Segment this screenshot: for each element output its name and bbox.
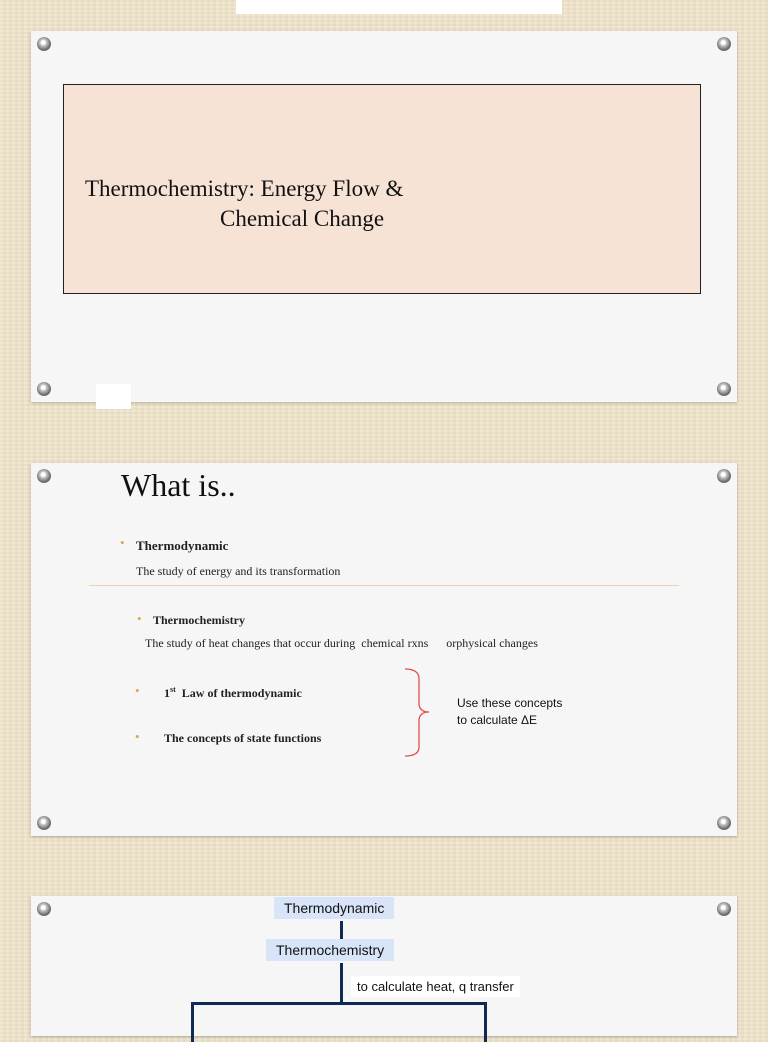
term-first-law: 1st Law of thermodynamic bbox=[164, 685, 302, 700]
connector-line bbox=[191, 1002, 194, 1042]
slide-title-line2: Chemical Change bbox=[220, 206, 385, 231]
definition-thermochemistry: The study of heat changes that occur during chemical rxns orphysical changes bbox=[145, 636, 538, 650]
connector-line bbox=[340, 921, 343, 939]
term-thermodynamic: Thermodynamic bbox=[136, 538, 229, 553]
pin-icon bbox=[717, 37, 731, 51]
bullet-icon: • bbox=[137, 611, 142, 626]
white-patch bbox=[96, 384, 131, 409]
connector-line bbox=[191, 1002, 487, 1005]
slide-heading: What is.. bbox=[121, 467, 236, 503]
curly-brace-icon bbox=[401, 667, 431, 757]
slide-2 bbox=[31, 463, 737, 836]
slide-3 bbox=[31, 896, 737, 1036]
term-thermochemistry: Thermochemistry bbox=[153, 613, 245, 627]
pin-icon bbox=[717, 382, 731, 396]
pin-icon bbox=[37, 816, 51, 830]
term-state-functions: The concepts of state functions bbox=[164, 731, 322, 745]
concepts-note: Use these concepts to calculate ΔE bbox=[457, 696, 563, 727]
node-thermodynamic: Thermodynamic bbox=[274, 897, 394, 919]
bullet-icon: • bbox=[135, 729, 140, 744]
connector-line bbox=[484, 1002, 487, 1042]
divider bbox=[89, 585, 679, 586]
pin-icon bbox=[717, 816, 731, 830]
pin-icon bbox=[37, 382, 51, 396]
bullet-icon: • bbox=[120, 535, 125, 550]
pin-icon bbox=[37, 37, 51, 51]
node-thermochemistry: Thermochemistry bbox=[266, 939, 394, 961]
pin-icon bbox=[717, 902, 731, 916]
slide-1 bbox=[31, 31, 737, 402]
pin-icon bbox=[37, 902, 51, 916]
note-heat-transfer: to calculate heat, q transfer bbox=[351, 976, 520, 997]
slide-title-line1: Thermochemistry: Energy Flow & bbox=[85, 176, 404, 201]
definition-thermodynamic: The study of energy and its transformation bbox=[136, 564, 341, 578]
pin-icon bbox=[37, 469, 51, 483]
top-white-bar bbox=[236, 0, 562, 14]
connector-line bbox=[340, 963, 343, 1003]
bullet-icon: • bbox=[135, 683, 140, 698]
pin-icon bbox=[717, 469, 731, 483]
